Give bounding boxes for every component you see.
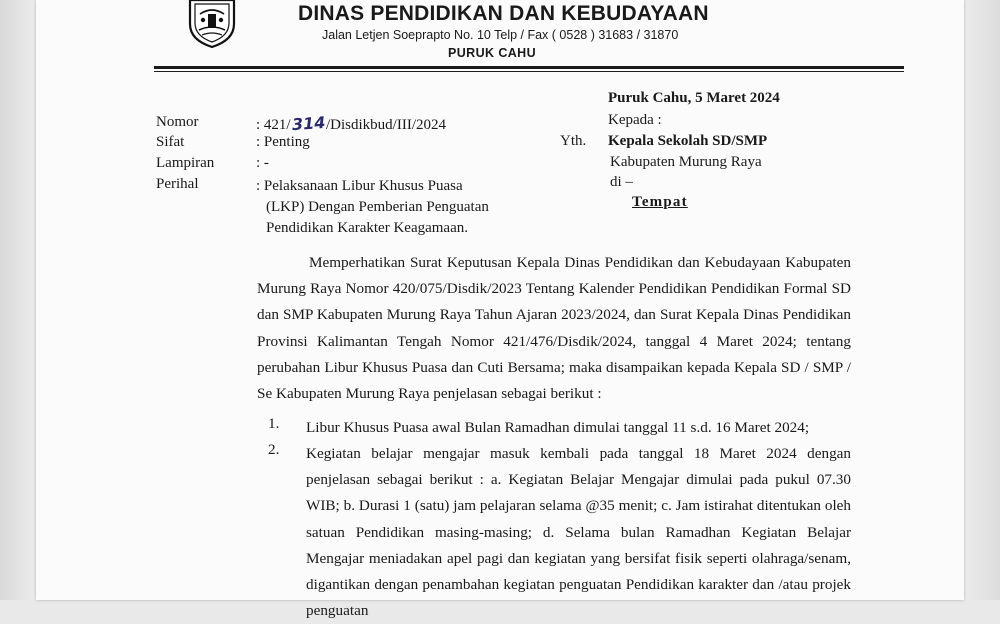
nomor-value [256, 114, 446, 134]
letterhead-rule-thick [154, 66, 904, 69]
org-city: PURUK CAHU [448, 46, 537, 60]
meta-sifat [36, 134, 536, 154]
di-label: di – [610, 174, 633, 190]
letter-date: Puruk Cahu, 5 Maret 2024 [608, 90, 780, 106]
meta-perihal [36, 176, 536, 242]
nomor-suffix: /Disdikbud/III/2024 [326, 117, 446, 133]
perihal-value [256, 176, 489, 239]
meta-nomor [36, 114, 536, 134]
meta-lampiran [36, 155, 536, 175]
letterhead-rule-thin [154, 71, 904, 72]
perihal-line-2: (LKP) Dengan Pemberian Penguatan [266, 199, 489, 215]
perihal-label: Perihal [156, 176, 199, 192]
list-item-1-text: Libur Khusus Puasa awal Bulan Ramadhan dimulai tanggal 11 s.d. 16 Maret 2024; [306, 419, 810, 436]
sifat-value: : Penting [256, 134, 310, 150]
nomor-handwritten: 314 [290, 112, 326, 135]
scan-margin-right [964, 0, 1000, 600]
lampiran-label: Lampiran [156, 155, 215, 171]
recipient-region: Kabupaten Murung Raya [610, 154, 762, 170]
body-paragraph: Memperhatikan Surat Keputusan Kepala Dinas Pendidikan dan Kebudayaan Kabupaten Murung Raya Nomor 420/075/Disdik/2023 Tentang Kalender Pendidikan Pendidikan Formal SD dan SMP Kabupaten Murung Raya Tahun Ajaran 2023/2024, dan Surat Kepala Dinas Pendidikan Provinsi Kalimantan Tengah Nomor 421/476/Disdik/2024, tanggal 4 Maret 2024; tentang perubahan Libur Khusus Puasa dan Cuti Bersama; maka disampaikan kepada Kepala SD / SMP / Se Kabupaten Murung Raya penjelasan sebagai berikut : [257, 254, 851, 403]
lampiran-value: : - [256, 155, 269, 171]
perihal-line-3: Pendidikan Karakter Keagamaan. [266, 220, 468, 236]
scan-margin-left [0, 0, 36, 600]
org-name: DINAS PENDIDIKAN DAN KEBUDAYAAN [298, 2, 709, 25]
list-item-2-text: Kegiatan belajar mengajar masuk kembali pada tanggal 18 Maret 2024 dengan penjelasan sebagai berikut : a. Kegiatan Belajar Mengajar dimulai pada pukul 07.30 WIB; b. Durasi 1 (satu) jam pelajaran selama @35 menit; c. Jam istirahat ditentukan oleh satuan Pendidikan masing-masing; d. Selama bulan Ramadhan Kegiatan Belajar Mengajar meniadakan apel pagi dan kegiatan yang bersifat fisik seperti olahraga/senam, digantikan dengan penambahan kegiatan penguatan Pendidikan karakter dan /atau projek penguatan [306, 445, 851, 620]
kepada-label: Kepada : [608, 112, 662, 128]
yth-label: Yth. [560, 133, 587, 149]
regency-emblem-icon [186, 0, 238, 48]
list-item-2-number: 2. [268, 441, 280, 458]
tempat-label: Tempat [632, 194, 688, 210]
nomor-prefix: : 421/ [256, 117, 291, 133]
list-item-1-number: 1. [268, 415, 280, 432]
org-address: Jalan Letjen Soeprapto No. 10 Telp / Fax ( 0528 ) 31683 / 31870 [322, 28, 679, 42]
sifat-label: Sifat [156, 134, 185, 150]
letter-page [36, 0, 964, 620]
recipient-name: Kepala Sekolah SD/SMP [608, 133, 768, 149]
nomor-label: Nomor [156, 114, 199, 130]
perihal-line-1: : Pelaksanaan Libur Khusus Puasa [256, 178, 463, 194]
